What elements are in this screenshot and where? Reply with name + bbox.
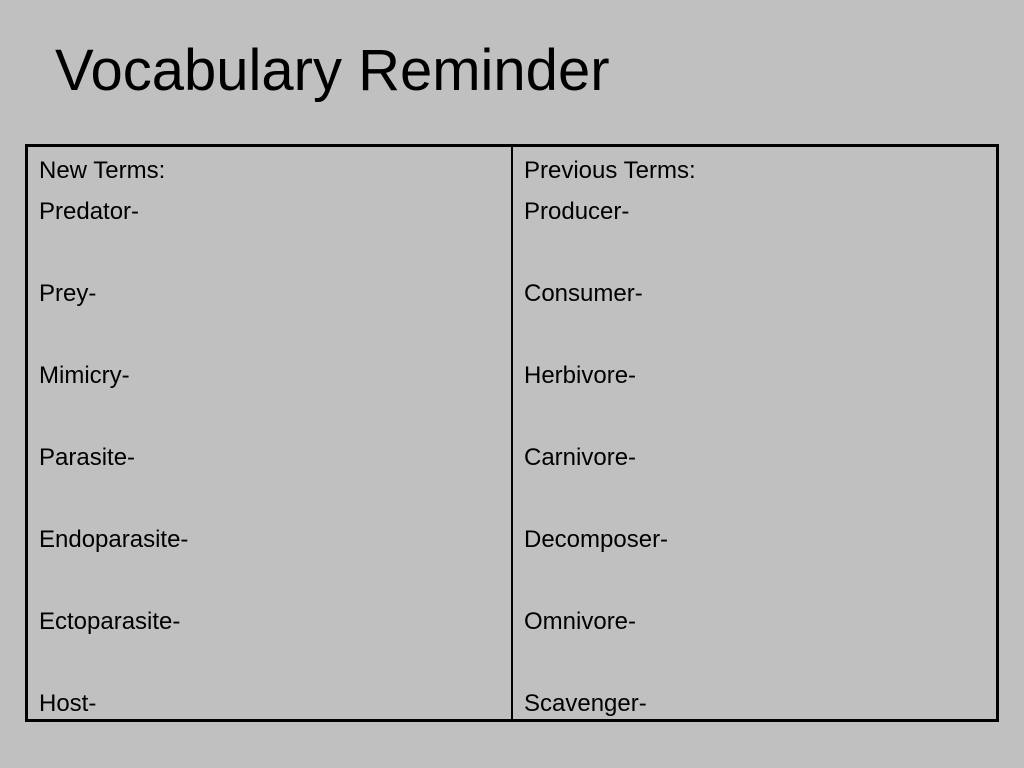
previous-term-decomposer: Decomposer-	[524, 526, 669, 553]
previous-terms-column	[513, 147, 996, 719]
previous-term-herbivore: Herbivore-	[524, 362, 637, 389]
new-term-endoparasite: Endoparasite-	[39, 526, 189, 553]
new-term-parasite: Parasite-	[39, 444, 136, 471]
new-term-predator: Predator-	[39, 198, 140, 225]
previous-term-omnivore: Omnivore-	[524, 608, 637, 635]
previous-terms-header: Previous Terms:	[524, 157, 696, 184]
previous-term-carnivore: Carnivore-	[524, 444, 637, 471]
previous-term-consumer: Consumer-	[524, 280, 643, 307]
previous-term-scavenger: Scavenger-	[524, 690, 647, 717]
new-term-prey: Prey-	[39, 280, 97, 307]
new-term-ectoparasite: Ectoparasite-	[39, 608, 181, 635]
new-term-mimicry: Mimicry-	[39, 362, 130, 389]
new-terms-column	[28, 147, 513, 719]
slide-title: Vocabulary Reminder	[55, 38, 610, 103]
new-term-host: Host-	[39, 690, 97, 717]
previous-term-producer: Producer-	[524, 198, 630, 225]
new-terms-header: New Terms:	[39, 157, 166, 184]
vocabulary-table	[25, 144, 999, 722]
